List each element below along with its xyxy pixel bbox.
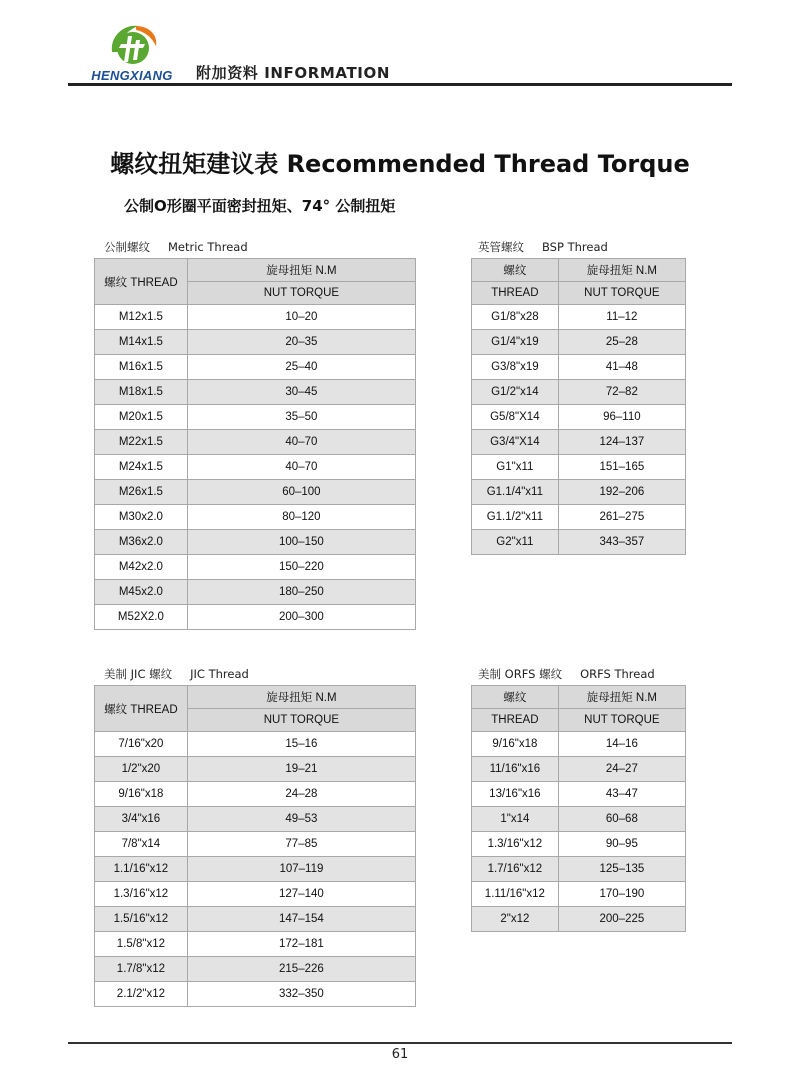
footer-divider [68,1042,732,1044]
orfs-caption-en: ORFS Thread [580,667,655,681]
torque-cell: 24–28 [187,782,415,807]
torque-cell: 80–120 [187,505,415,530]
section-title: 附加资料 INFORMATION [196,64,390,82]
page-title: 螺纹扭矩建议表 Recommended Thread Torque [110,150,690,178]
thread-cell: 1.7/8"x12 [95,957,188,982]
thread-header-cn: 螺纹 [472,259,559,282]
jic-caption-cn: 美制 JIC 螺纹 [104,667,173,681]
torque-cell: 150–220 [187,555,415,580]
torque-cell: 261–275 [558,505,685,530]
torque-cell: 172–181 [187,932,415,957]
thread-cell: 11/16"x16 [472,757,559,782]
orfs-table-caption [478,666,673,682]
table-row [472,505,686,530]
table-row [95,857,416,882]
torque-cell: 10–20 [187,305,415,330]
torque-cell: 11–12 [558,305,685,330]
torque-cell: 100–150 [187,530,415,555]
torque-cell: 40–70 [187,455,415,480]
torque-header-en: NUT TORQUE [187,709,415,732]
orfs-thread-table [471,685,686,932]
thread-cell: G1/4"x19 [472,330,559,355]
thread-cell: 1.1/16"x12 [95,857,188,882]
torque-cell: 96–110 [558,405,685,430]
thread-cell: G1"x11 [472,455,559,480]
table-row [472,882,686,907]
jic-table-caption [104,666,267,682]
thread-cell: 1.5/16"x12 [95,907,188,932]
torque-cell: 151–165 [558,455,685,480]
table-row [472,305,686,330]
torque-cell: 127–140 [187,882,415,907]
bsp-table-caption [478,239,626,255]
table-row [95,305,416,330]
torque-cell: 41–48 [558,355,685,380]
thread-cell: 1.5/8"x12 [95,932,188,957]
torque-cell: 107–119 [187,857,415,882]
thread-cell: 1.3/16"x12 [472,832,559,857]
page-number: 61 [391,1047,409,1062]
thread-header: 螺纹 THREAD [95,686,188,732]
table-row [472,807,686,832]
thread-cell: M26x1.5 [95,480,188,505]
table-row [95,355,416,380]
thread-header-en: THREAD [472,282,559,305]
thread-cell: 9/16"x18 [472,732,559,757]
torque-cell: 19–21 [187,757,415,782]
table-row [95,957,416,982]
torque-cell: 60–68 [558,807,685,832]
thread-cell: G1.1/2"x11 [472,505,559,530]
table-row [472,355,686,380]
table-row [472,330,686,355]
torque-cell: 72–82 [558,380,685,405]
table-row [95,580,416,605]
thread-cell: G3/8"x19 [472,355,559,380]
table-row [95,430,416,455]
table-row [95,982,416,1007]
table-row [95,882,416,907]
thread-cell: 9/16"x18 [95,782,188,807]
torque-cell: 35–50 [187,405,415,430]
torque-header-en: NUT TORQUE [558,282,685,305]
torque-header-cn: 旋母扭矩 N.M [558,259,685,282]
thread-cell: G2"x11 [472,530,559,555]
thread-cell: G3/4"X14 [472,430,559,455]
thread-cell: 7/8"x14 [95,832,188,857]
thread-cell: 7/16"x20 [95,732,188,757]
bsp-caption-cn: 英管螺纹 [478,240,524,254]
table-row [95,480,416,505]
torque-cell: 125–135 [558,857,685,882]
table-row [472,380,686,405]
thread-cell: M16x1.5 [95,355,188,380]
torque-cell: 25–28 [558,330,685,355]
thread-cell: G1.1/4"x11 [472,480,559,505]
table-row [472,857,686,882]
table-row [95,907,416,932]
metric-table-caption [104,239,266,255]
thread-cell: 1/2"x20 [95,757,188,782]
torque-cell: 147–154 [187,907,415,932]
table-row [95,732,416,757]
bsp-thread-table [471,258,686,555]
torque-cell: 124–137 [558,430,685,455]
thread-cell: M20x1.5 [95,405,188,430]
torque-cell: 77–85 [187,832,415,857]
thread-cell: G1/2"x14 [472,380,559,405]
bsp-caption-en: BSP Thread [542,240,608,254]
jic-thread-table [94,685,416,1007]
torque-cell: 332–350 [187,982,415,1007]
thread-cell: 13/16"x16 [472,782,559,807]
torque-cell: 200–300 [187,605,415,630]
thread-cell: 1.11/16"x12 [472,882,559,907]
table-row [95,455,416,480]
thread-cell: M30x2.0 [95,505,188,530]
thread-cell: 1.7/16"x12 [472,857,559,882]
table-row [472,455,686,480]
torque-header-cn: 旋母扭矩 N.M [558,686,685,709]
torque-cell: 30–45 [187,380,415,405]
table-row [95,782,416,807]
table-row [472,480,686,505]
torque-cell: 200–225 [558,907,685,932]
torque-cell: 215–226 [187,957,415,982]
torque-cell: 20–35 [187,330,415,355]
table-row [472,430,686,455]
thread-cell: 1.3/16"x12 [95,882,188,907]
torque-cell: 180–250 [187,580,415,605]
torque-cell: 24–27 [558,757,685,782]
thread-cell: 2.1/2"x12 [95,982,188,1007]
brand-name: HENGXIANG [91,68,173,83]
table-row [95,757,416,782]
table-row [95,807,416,832]
thread-cell: M24x1.5 [95,455,188,480]
thread-cell: M22x1.5 [95,430,188,455]
thread-header-cn: 螺纹 [472,686,559,709]
table-row [472,782,686,807]
header-divider [68,83,732,86]
table-row [472,530,686,555]
thread-cell: G1/8"x28 [472,305,559,330]
torque-header-en: NUT TORQUE [187,282,415,305]
torque-cell: 40–70 [187,430,415,455]
orfs-caption-cn: 美制 ORFS 螺纹 [478,667,563,681]
torque-cell: 170–190 [558,882,685,907]
logo-emblem-icon [106,22,160,70]
table-row [472,832,686,857]
table-row [472,732,686,757]
thread-header: 螺纹 THREAD [95,259,188,305]
table-row [472,405,686,430]
thread-cell: M52X2.0 [95,605,188,630]
thread-cell: G5/8"X14 [472,405,559,430]
page-subtitle: 公制O形圈平面密封扭矩、74° 公制扭矩 [124,197,396,215]
thread-cell: M45x2.0 [95,580,188,605]
jic-caption-en: JIC Thread [190,667,249,681]
metric-caption-en: Metric Thread [168,240,248,254]
thread-cell: 3/4"x16 [95,807,188,832]
table-row [472,757,686,782]
thread-cell: M42x2.0 [95,555,188,580]
table-row [95,380,416,405]
thread-cell: M18x1.5 [95,380,188,405]
table-row [95,605,416,630]
torque-cell: 343–357 [558,530,685,555]
torque-header-cn: 旋母扭矩 N.M [187,259,415,282]
table-row [95,555,416,580]
torque-cell: 90–95 [558,832,685,857]
brand-logo [88,22,178,84]
torque-cell: 60–100 [187,480,415,505]
table-row [95,932,416,957]
table-row [95,405,416,430]
torque-cell: 43–47 [558,782,685,807]
thread-cell: M36x2.0 [95,530,188,555]
table-row [472,907,686,932]
torque-cell: 25–40 [187,355,415,380]
torque-cell: 14–16 [558,732,685,757]
torque-cell: 192–206 [558,480,685,505]
metric-thread-table [94,258,416,630]
table-row [95,832,416,857]
torque-header-cn: 旋母扭矩 N.M [187,686,415,709]
table-row [95,330,416,355]
table-row [95,530,416,555]
torque-header-en: NUT TORQUE [558,709,685,732]
thread-cell: M14x1.5 [95,330,188,355]
metric-caption-cn: 公制螺纹 [104,240,150,254]
thread-cell: 1"x14 [472,807,559,832]
table-row [95,505,416,530]
torque-cell: 49–53 [187,807,415,832]
thread-header-en: THREAD [472,709,559,732]
torque-cell: 15–16 [187,732,415,757]
thread-cell: 2"x12 [472,907,559,932]
thread-cell: M12x1.5 [95,305,188,330]
